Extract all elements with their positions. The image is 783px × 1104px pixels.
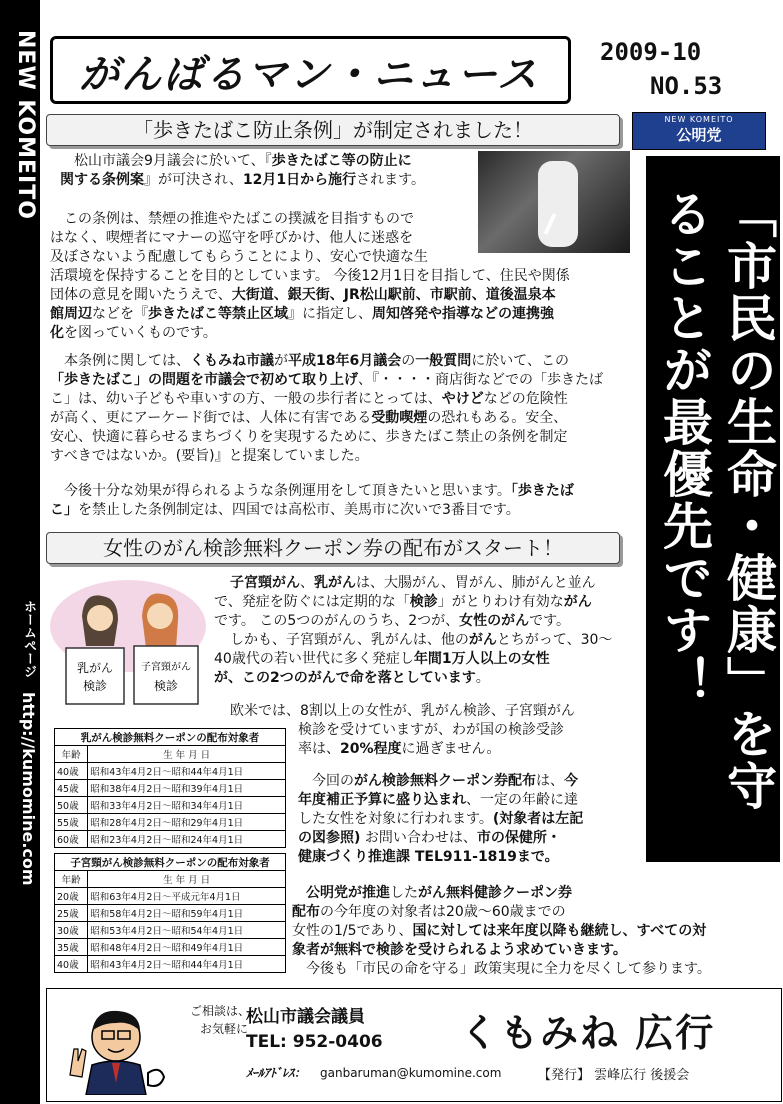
council-title: 松山市議会議員 [246, 1007, 365, 1027]
strip-title: NEW KOMEITO [13, 30, 38, 220]
table1-header-dob: 生 年 月 日 [88, 746, 286, 763]
women-illustration [48, 576, 208, 716]
article1-p3: 本条例に関しては、くもみね市議が平成18年6月議会の一般質問に於いて、この 「歩きたばこ」の問題を市議会で初めて取り上げ、『・・・・商店街などでの「歩きたば こ」は、幼い子どもや車いすの方、一般の歩行者にとっては、やけどなどの危険性 が高く、更にアーケード街では、人体に有害である受動喫煙の恐れもある。安全、 安心、快適に暮らせるまちづくりを実現するために、歩きたばこ禁止の条例を制定 すべきではないか。(要旨)』と提案していました。 [50, 353, 603, 464]
article2-p2: 欧米では、8割以上の女性が、乳がん検診、子宮頸がん 検診を受けていますが、わが国の検診受診 率は、20%程度に過ぎません。 [230, 703, 575, 757]
table2-header-dob: 生 年 月 日 [88, 871, 286, 888]
table-row: 55歳 昭和28年4月2日～昭和29年4月1日 [55, 814, 286, 831]
strip-homepage-label: ホームページ [21, 600, 36, 678]
article1-p2: この条例は、禁煙の推進やたばこの撲滅を目指すもので はなく、喫煙者にマナーの巡守を呼びかけ、他人に迷惑を 及ぼさないよう配慮してもらうことにより、安心で快適な生 活環境を保持することを目的としています。 今後12月1日を目指して、住民や関係 団体の意見を聞いたうえで、大街道、銀天街、JR松山駅前、市駅前、道後温泉本 館周辺などを『歩きたばこ等禁止区域』に指定し、周知啓発や指導などの連携強 化を図っていくものです。 [50, 211, 570, 341]
councilor-cartoon [56, 1005, 166, 1095]
masthead-title: がんばるマン・ニュース [79, 52, 539, 98]
strip-url[interactable]: http://kumomine.com [19, 692, 38, 886]
svg-text:子宮頸がん: 子宮頸がん [141, 662, 191, 673]
party-badge-jp: 公明党 [676, 126, 722, 144]
table1-header-age: 年齢 [55, 746, 88, 763]
councilor-name: くもみね 広行 [460, 1011, 716, 1055]
slogan-box [646, 156, 780, 862]
article1-p1: 松山市議会9月議会に於いて、『歩きたばこ等の防止に 関する条例案』が可決され、12月1日から施行されます。 [60, 153, 425, 188]
party-badge [632, 112, 766, 150]
table-row: 40歳 昭和43年4月2日～昭和44年4月1日 [55, 763, 286, 780]
svg-text:乳がん: 乳がん [76, 661, 114, 675]
article1-p4: 今後十分な効果が得られるような条例運用をして頂きたいと思います。「歩きたば こ」を禁止した条例制定は、四国では高松市、美馬市に次いで3番目です。 [50, 483, 574, 518]
article2-p1: 子宮頸がん、乳がんは、大腸がん、胃がん、肺がんと並ん で、発症を防ぐには定期的な「検診」がとりわけ有効ながん です。 この5つのがんのうち、2つが、女性のがんです。 しかも、子宮頸がん、乳がんは、他のがんとちがって、30～ 40歳代の若い世代に多く発症し年間1万人以上の女性 が、この2つのがんで命を落としています。 [214, 575, 613, 686]
article2-p4: 公明党が推進したがん無料健診クーポン券 配布の今年度の対象者は20歳～60歳までの 女性の1/5であり、国に対しては来年度以降も継続し、すべての対 象者が無料で検診を受けられるよう求めていきます。 今後も「市民の命を守る」政策実現に全力を尽くして参ります。 [292, 885, 711, 977]
table1-caption: 乳がん検診無料クーポンの配布対象者 [55, 729, 286, 746]
table-row: 60歳 昭和23年4月2日～昭和24年4月1日 [55, 831, 286, 848]
table-row: 35歳 昭和48年4月2日～昭和49年4月1日 [55, 939, 286, 956]
table2-caption: 子宮頸がん検診無料クーポンの配布対象者 [55, 854, 286, 871]
issue-date: 2009-10 [600, 38, 702, 66]
table2-header-age: 年齢 [55, 871, 88, 888]
breast-cancer-coupon-table [54, 728, 286, 848]
telephone[interactable]: TEL: 952-0406 [246, 1032, 383, 1052]
svg-text:検診: 検診 [82, 679, 108, 693]
table-row: 25歳 昭和58年4月2日～昭和59年4月1日 [55, 905, 286, 922]
email-label: ﾒｰﾙｱﾄﾞﾚｽ： [246, 1066, 307, 1080]
table-row: 45歳 昭和38年4月2日～昭和39年4月1日 [55, 780, 286, 797]
article2-headline: 女性のがん検診無料クーポン券の配布がスタート！ [46, 532, 620, 564]
issuer: 【発行】 雲峰広行 後援会 [538, 1068, 690, 1083]
consult-text-2: お気軽に [200, 1022, 249, 1036]
table-row: 30歳 昭和53年4月2日～昭和54年4月1日 [55, 922, 286, 939]
svg-text:検診: 検診 [153, 679, 179, 693]
table-row: 50歳 昭和33年4月2日～昭和34年4月1日 [55, 797, 286, 814]
cervical-cancer-coupon-table [54, 853, 286, 973]
issue-number: NO.53 [650, 72, 723, 100]
table-row: 20歳 昭和63年4月2日～平成元年4月1日 [55, 888, 286, 905]
slogan-text: 「市民の生命・健康」を守ることが最優先です！ [655, 188, 777, 812]
consult-text-1: ご相談は、 [190, 1004, 251, 1018]
article1-headline: 「歩きたばこ防止条例」が制定されました！ [46, 114, 620, 146]
left-strip [0, 0, 40, 1104]
party-badge-en: NEW KOMEITO [664, 115, 734, 124]
masthead-banner [50, 36, 571, 104]
article2-p3: 今回のがん検診無料クーポン券配布は、今 年度補正予算に盛り込まれ、一定の年齢に達 した女性を対象に行われます。(対象者は左記 の図参照) お問い合わせは、市の保健所・ 健康づくり推進課 TEL911-1819まで。 [298, 773, 584, 865]
email-address[interactable]: ganbaruman@kumomine.com [320, 1066, 502, 1080]
table-row: 40歳 昭和43年4月2日～昭和44年4月1日 [55, 956, 286, 973]
